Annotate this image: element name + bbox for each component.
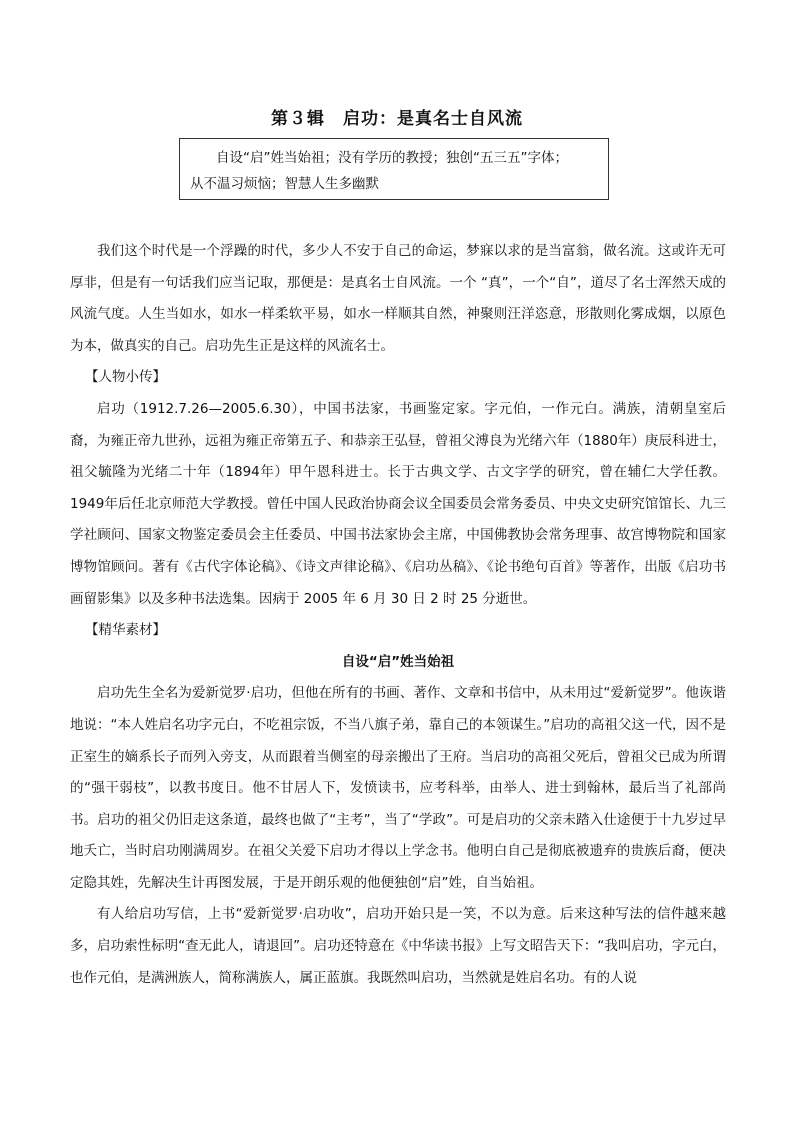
summary-box bbox=[179, 138, 609, 200]
bio-heading: 【人物小传】 bbox=[85, 369, 166, 386]
summary-line-2: 从不温习烦恼；智慧人生多幽默 bbox=[190, 176, 379, 192]
page-title: 第３辑 启功：是真名士自风流 bbox=[271, 109, 523, 129]
summary-line-1: 自设“启”姓当始祖；没有学历的教授；独创“五三五”字体； bbox=[216, 150, 568, 166]
intro-paragraph: 我们这个时代是一个浮躁的时代，多少人不安于自己的命运，梦寐以求的是当富翁，做名流。这或许无可厚非，但是有一句话我们应当记取，那便是：是真名士自风流。一个 “真”，一个“自”，道尽了名士浑然天成的风流气度。人生当如水，如水一样柔软平易，如水一样顺其自然，神聚则汪洋恣意，形散则化雾成烟，以原色为本，做真实的自己。启功先生正是这样的风流名士。 bbox=[70, 243, 726, 354]
bio-paragraph: 启功（1912.7.26—2005.6.30），中国书法家，书画鉴定家。字元伯，一作元白。满族，清朝皇室后裔，为雍正帝九世孙，远祖为雍正帝第五子、和恭亲王弘昼，曾祖父溥良为光绪六年（1880年）庚辰科进士，祖父毓隆为光绪二十年（1894年）甲午恩科进士。长于古典文学、古文字学的研究，曾在辅仁大学任教。1949年后任北京师范大学教授。曾任中国人民政治协商会议全国委员会常务委员、中央文史研究馆馆长、九三学社顾问、国家文物鉴定委员会主任委员、中国书法家协会主席，中国佛教协会常务理事、故宫博物院和国家博物馆顾问。著有《古代字体论稿》、《诗文声律论稿》、《启功丛稿》、《论书绝句百首》等著作，出版《启功书画留影集》以及多种书法选集。因病于 2005 年 6 月 30 日 2 时 25 分逝世。 bbox=[70, 400, 726, 607]
section-title: 自设“启”姓当始祖 bbox=[341, 653, 455, 670]
paragraph-2: 有人给启功写信，上书“爱新觉罗·启功收”，启功开始只是一笑，不以为意。后来这种写法的信件越来越多，启功索性标明“查无此人，请退回”。启功还特意在《中华读书报》上写文昭告天下：“我叫启功，字元白，也作元伯，是满洲族人，简称满族人，属正蓝旗。我既然叫启功，当然就是姓启名功。有的人说 bbox=[70, 906, 726, 986]
material-heading: 【精华素材】 bbox=[85, 622, 166, 639]
paragraph-1: 启功先生全名为爱新觉罗·启功，但他在所有的书画、著作、文章和书信中，从未用过“爱新觉罗”。他诙谐地说：“本人姓启名功字元白，不吃祖宗饭，不当八旗子弟，靠自己的本领谋生。”启功的高祖父这一代，因不是正室生的嫡系长子而列入旁支，从而跟着当侧室的母亲搬出了王府。当启功的高祖父死后，曾祖父已成为所谓的“强干弱枝”，以教书度日。他不甘居人下，发愤读书，应考科举，由举人、进士到翰林，最后当了礼部尚书。启功的祖父仍旧走这条道，最终也做了“主考”，当了“学政”。可是启功的父亲未踏入仕途便于十九岁过早地夭亡，当时启功刚满周岁。在祖父关爱下启功才得以上学念书。他明白自己是彻底被遗弃的贵族后裔，便决定隐其姓，先解决生计再图发展，于是开朗乐观的他便独创“启”姓，自当始祖。 bbox=[70, 685, 726, 891]
article-body bbox=[70, 236, 726, 994]
